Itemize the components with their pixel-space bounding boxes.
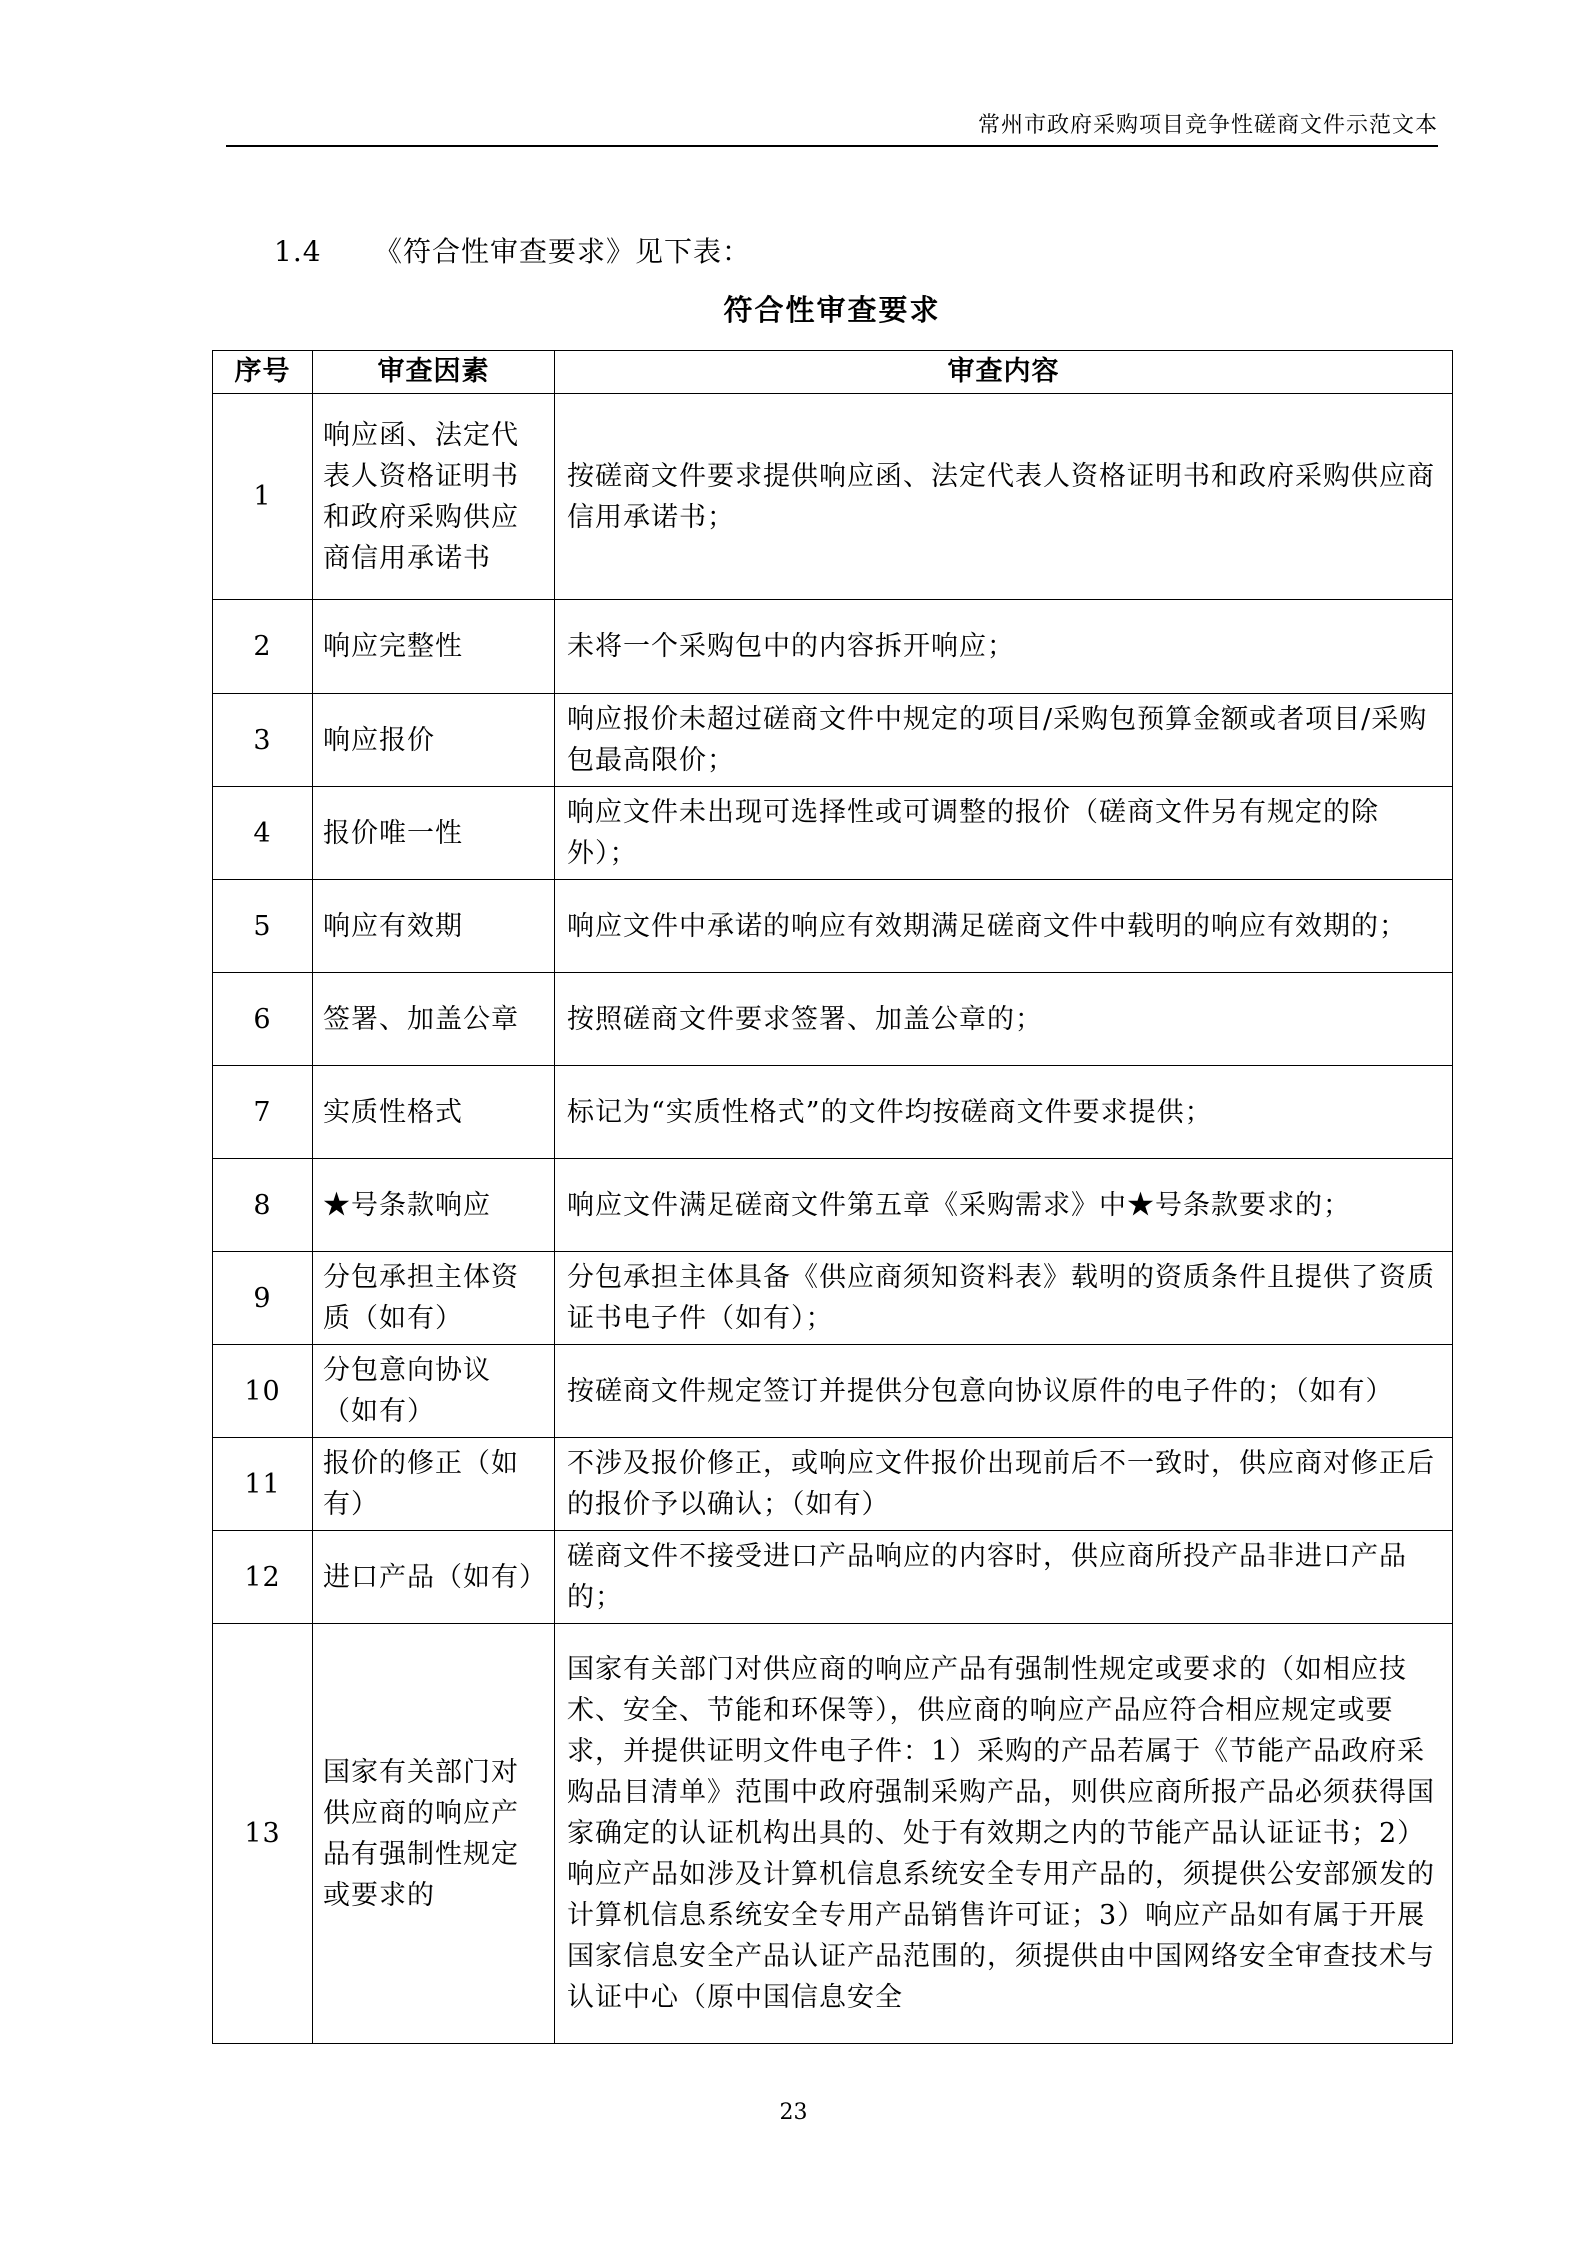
table-row [213, 880, 1453, 973]
table-row [213, 694, 1453, 787]
review-factor: 分包意向协议（如有） [313, 1345, 555, 1438]
section-number: 1.4 [274, 235, 322, 268]
review-factor: 报价的修正（如有） [313, 1438, 555, 1531]
review-content: 未将一个采购包中的内容拆开响应； [555, 600, 1453, 694]
review-factor: 国家有关部门对供应商的响应产品有强制性规定或要求的 [313, 1624, 555, 2044]
row-number: 11 [213, 1438, 313, 1531]
section-text: 《符合性审查要求》见下表： [374, 235, 752, 268]
table-row [213, 787, 1453, 880]
row-number: 10 [213, 1345, 313, 1438]
review-content: 磋商文件不接受进口产品响应的内容时，供应商所投产品非进口产品的； [555, 1531, 1453, 1624]
column-header-no: 序号 [213, 351, 313, 394]
review-factor: 响应报价 [313, 694, 555, 787]
row-number: 8 [213, 1159, 313, 1252]
review-factor: 响应函、法定代表人资格证明书和政府采购供应商信用承诺书 [313, 394, 555, 600]
page-number: 23 [779, 2100, 808, 2125]
table-row [213, 1345, 1453, 1438]
row-number: 4 [213, 787, 313, 880]
review-content: 国家有关部门对供应商的响应产品有强制性规定或要求的（如相应技术、安全、节能和环保等），供应商的响应产品应符合相应规定或要求，并提供证明文件电子件：1）采购的产品若属于《节能产品政府采购品目清单》范围中政府强制采购产品，则供应商所报产品必须获得国家确定的认证机构出具的、处于有效期之内的节能产品认证证书；2）响应产品如涉及计算机信息系统安全专用产品的，须提供公安部颁发的计算机信息系统安全专用产品销售许可证；3）响应产品如有属于开展国家信息安全产品认证产品范围的，须提供由中国网络安全审查技术与认证中心（原中国信息安全 [555, 1624, 1453, 2044]
review-content: 按照磋商文件要求签署、加盖公章的； [555, 973, 1453, 1066]
section-intro [274, 230, 751, 270]
row-number: 1 [213, 394, 313, 600]
running-header: 常州市政府采购项目竞争性磋商文件示范文本 [977, 113, 1438, 138]
column-header-factor: 审查因素 [313, 351, 555, 394]
review-factor: 实质性格式 [313, 1066, 555, 1159]
header-divider [226, 145, 1438, 147]
row-number: 6 [213, 973, 313, 1066]
review-factor: 进口产品（如有） [313, 1531, 555, 1624]
table-row [213, 1252, 1453, 1345]
table-row [213, 394, 1453, 600]
table-header-row [213, 351, 1453, 394]
row-number: 13 [213, 1624, 313, 2044]
table-row [213, 973, 1453, 1066]
review-content: 标记为“实质性格式”的文件均按磋商文件要求提供； [555, 1066, 1453, 1159]
row-number: 12 [213, 1531, 313, 1624]
review-factor: 分包承担主体资质（如有） [313, 1252, 555, 1345]
table-row [213, 600, 1453, 694]
table-caption: 符合性审查要求 [723, 293, 941, 327]
review-factor: 响应完整性 [313, 600, 555, 694]
review-content: 响应文件满足磋商文件第五章《采购需求》中★号条款要求的； [555, 1159, 1453, 1252]
row-number: 3 [213, 694, 313, 787]
review-factor: 报价唯一性 [313, 787, 555, 880]
row-number: 7 [213, 1066, 313, 1159]
column-header-content: 审查内容 [555, 351, 1453, 394]
review-content: 按磋商文件要求提供响应函、法定代表人资格证明书和政府采购供应商信用承诺书； [555, 394, 1453, 600]
row-number: 9 [213, 1252, 313, 1345]
table-row [213, 1066, 1453, 1159]
review-content: 不涉及报价修正，或响应文件报价出现前后不一致时，供应商对修正后的报价予以确认；（如有） [555, 1438, 1453, 1531]
compliance-review-table [212, 350, 1453, 2044]
review-factor: 响应有效期 [313, 880, 555, 973]
table-row [213, 1159, 1453, 1252]
review-content: 响应文件未出现可选择性或可调整的报价（磋商文件另有规定的除外）； [555, 787, 1453, 880]
table-row [213, 1438, 1453, 1531]
review-factor: ★号条款响应 [313, 1159, 555, 1252]
review-factor: 签署、加盖公章 [313, 973, 555, 1066]
table-row [213, 1531, 1453, 1624]
review-content: 分包承担主体具备《供应商须知资料表》载明的资质条件且提供了资质证书电子件（如有）； [555, 1252, 1453, 1345]
review-content: 响应报价未超过磋商文件中规定的项目/采购包预算金额或者项目/采购包最高限价； [555, 694, 1453, 787]
review-content: 响应文件中承诺的响应有效期满足磋商文件中载明的响应有效期的； [555, 880, 1453, 973]
table-row [213, 1624, 1453, 2044]
review-content: 按磋商文件规定签订并提供分包意向协议原件的电子件的；（如有） [555, 1345, 1453, 1438]
row-number: 2 [213, 600, 313, 694]
row-number: 5 [213, 880, 313, 973]
